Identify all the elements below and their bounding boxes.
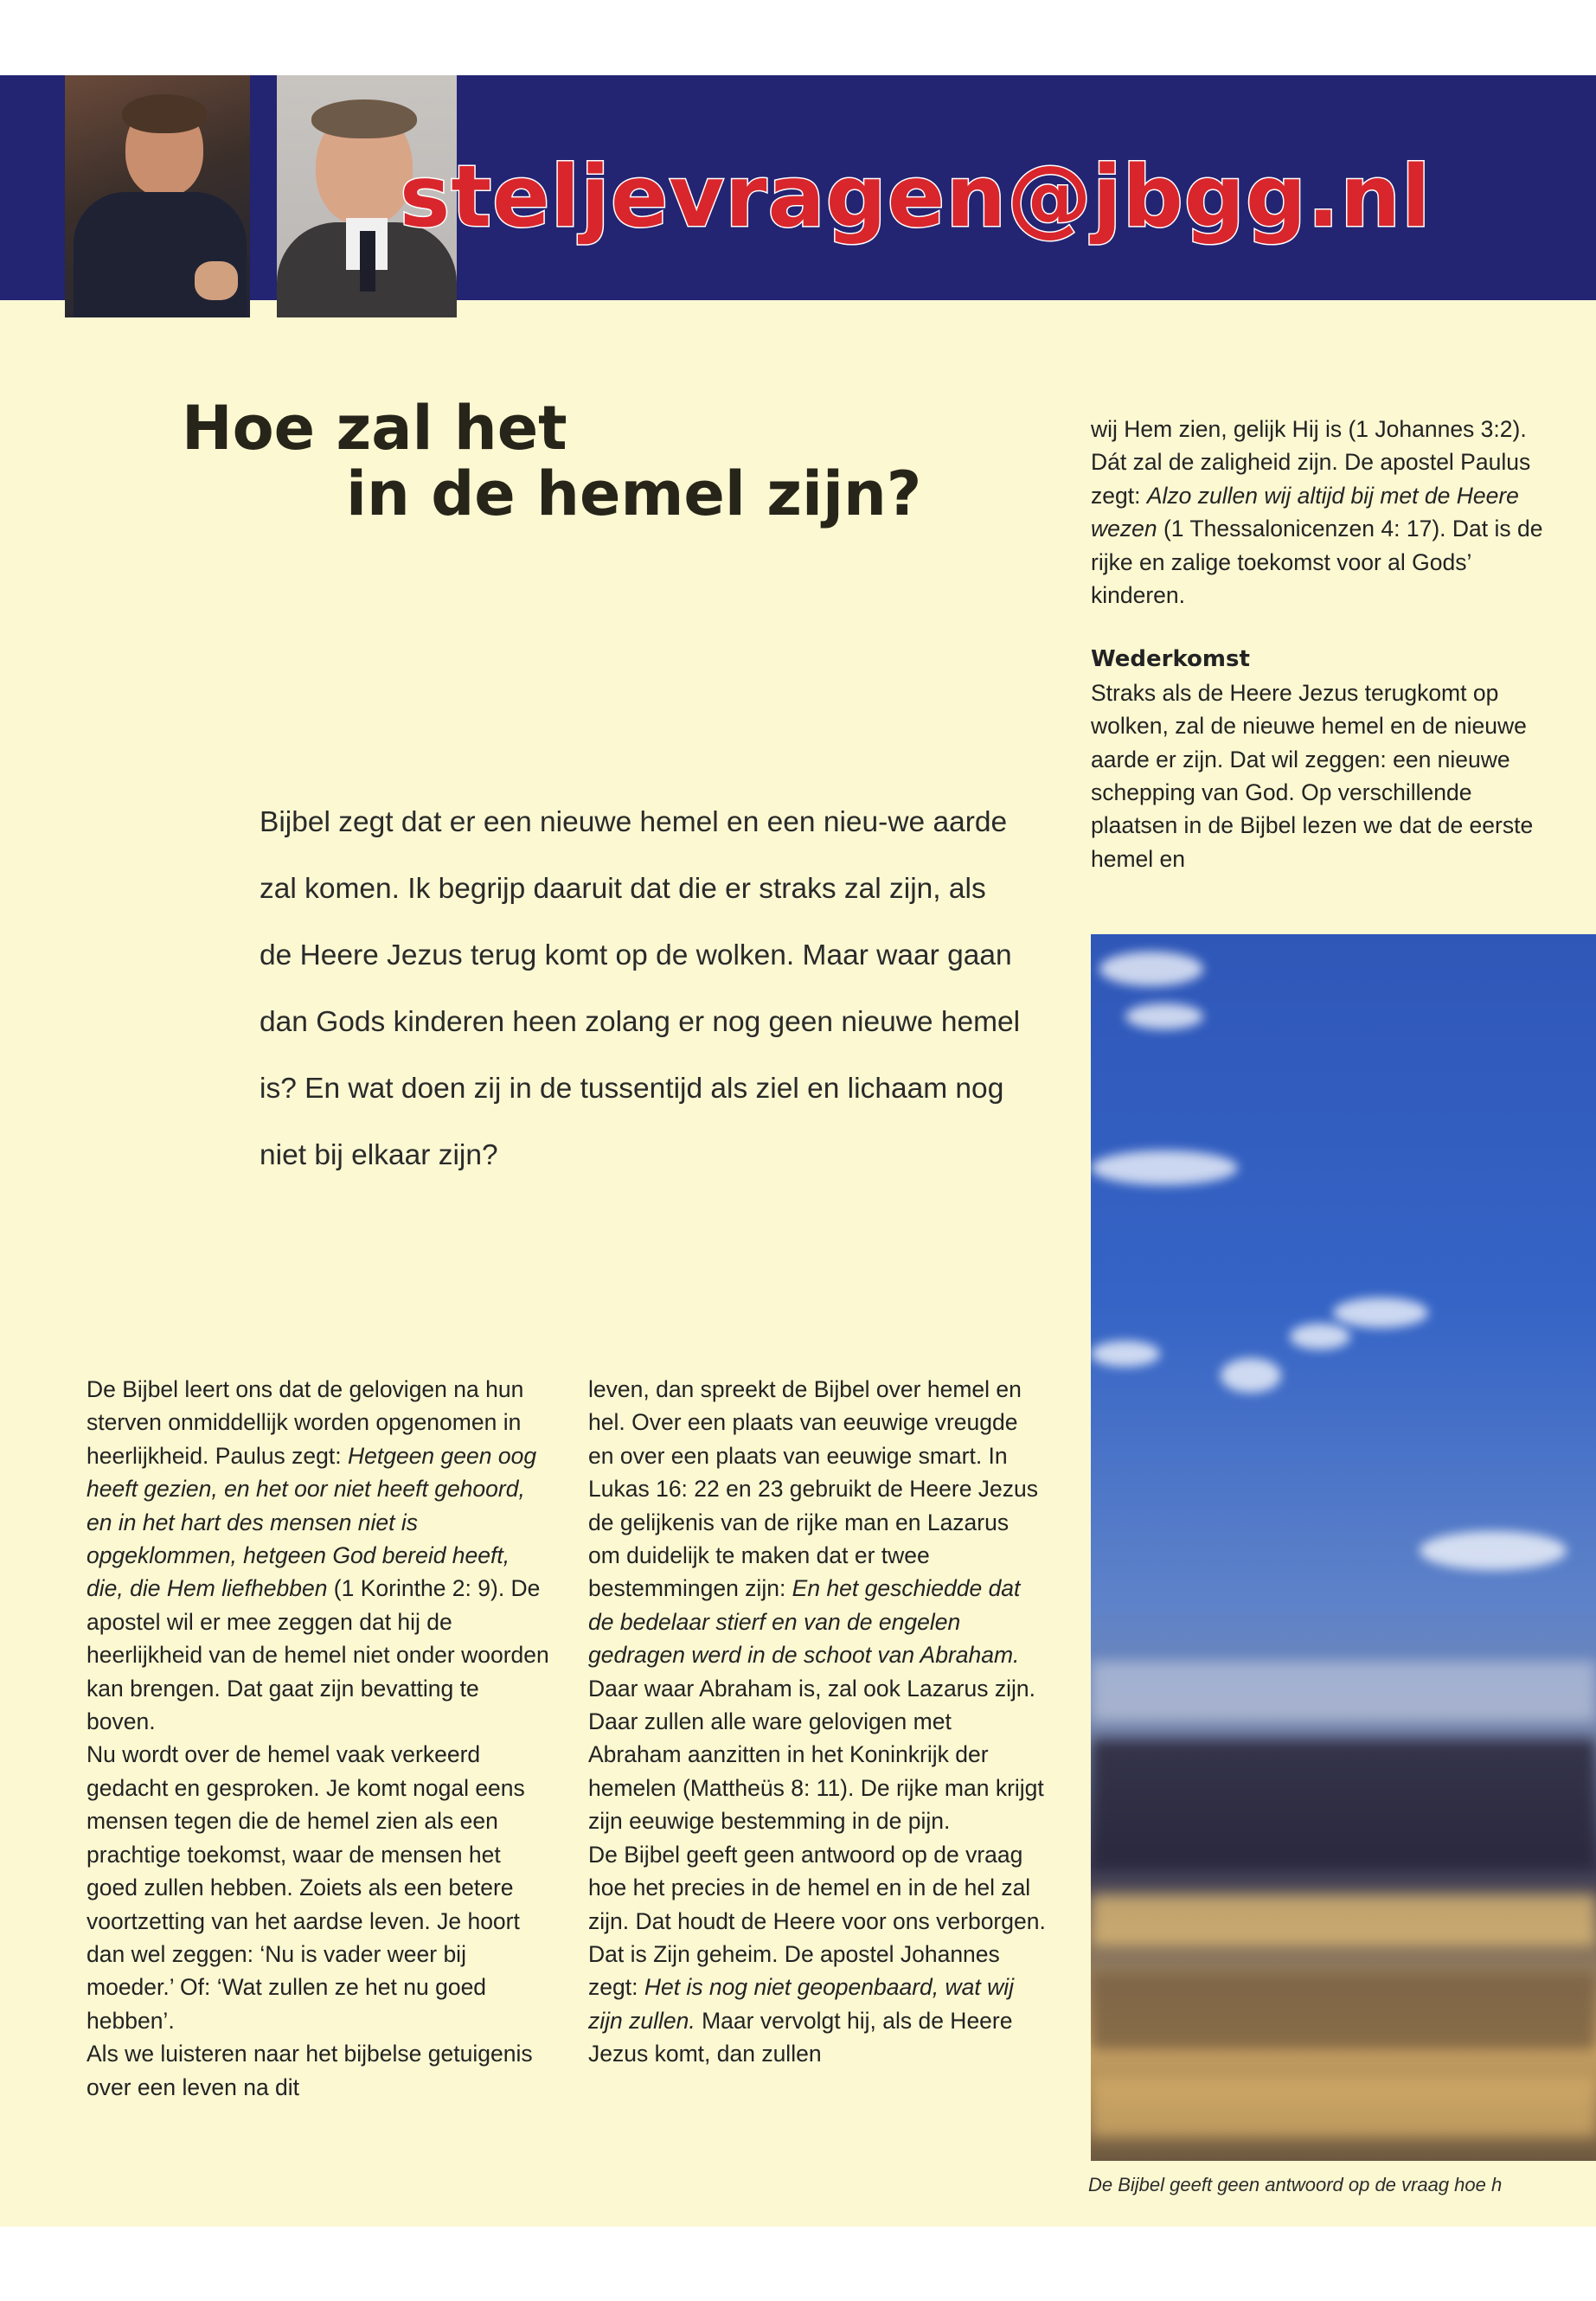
paragraph-text: Daar waar Abraham is, zal ook Lazarus zijn. Daar zullen alle ware gelovigen met Abraham aanzitten in het Koninkrijk der hemelen (Mattheüs 8: 11). De rijke man krijgt zijn eeuwige bestemming in de pijn. <box>588 1675 1044 1835</box>
cloud <box>1333 1298 1428 1328</box>
text-column-left <box>87 1373 549 2104</box>
paragraph: Als we luisteren naar het bijbelse getuigenis over een leven na dit <box>87 2041 533 2100</box>
paragraph <box>1091 413 1558 612</box>
text-column-right <box>1091 413 1558 875</box>
article-title <box>182 395 921 527</box>
article-title-line-2: in de hemel zijn? <box>346 458 922 529</box>
cloud <box>1099 952 1203 986</box>
speaker-hand <box>195 261 238 300</box>
section-subheading: Wederkomst <box>1091 646 1250 673</box>
portrait-hair <box>311 99 417 138</box>
cloud-band <box>1091 1661 1596 1721</box>
sky-photo <box>1091 934 1596 2161</box>
paragraph-text: leven, dan spreekt de Bijbel over hemel en hel. Over een plaats van eeuwige vreugde en over een plaats van eeuwige smart. In Lukas 16: 22 en 23 gebruikt de Heere Jezus de gelijkenis van de rijke man en Lazarus om duidelijk te maken dat er twee bestemmingen zijn: <box>588 1376 1039 1602</box>
bible-quote: En het geschiedde dat de bedelaar stierf en van de engelen gedragen werd in de schoot van Abraham. <box>588 1575 1021 1669</box>
cloud-band <box>1091 1739 1596 1868</box>
paragraph-text: (1 Korinthe 2: 9). De apostel wil er mee zeggen dat hij de heerlijkheid van de hemel niet onder woorden kan brengen. Dat gaat zijn bevatting te boven. <box>87 1575 549 1735</box>
cloud-band <box>1091 2076 1596 2137</box>
magazine-page <box>0 75 1596 2227</box>
intro-text: Bijbel zegt dat er een nieuwe hemel en een nieu-we aarde zal komen. Ik begrijp daaruit dat die er straks zal zijn, als de Heere Jezus terug komt op de wolken. Maar waar gaan dan Gods kinderen heen zolang er nog geen nieuwe hemel is? En wat doen zij in de tussentijd als ziel en lichaam nog niet bij elkaar zijn? <box>260 806 1021 1171</box>
cloud <box>1091 1150 1238 1185</box>
paragraph: Nu wordt over de hemel vaak verkeerd gedacht en gesproken. Je komt nogal eens mensen tegen die de hemel zien als een prachtige toekomst, waar de mensen het goed zullen hebben. Zoiets als een betere voortzetting van het aardse leven. Je hoort dan wel zeggen: ‘Nu is vader weer bij moeder.’ Of: ‘Wat zullen ze het nu goed hebben’. <box>87 1741 525 2034</box>
paragraph: Straks als de Heere Jezus terugkomt op wolken, zal de nieuwe hemel en de nieuwe aarde er zijn. Dat wil zeggen: een nieuwe schepping van God. Op verschillende plaatsen in de Bijbel lezen we dat de eerste hemel en <box>1091 679 1534 872</box>
paragraph-text: De Bijbel geeft geen antwoord op de vraag hoe het precies in de hemel en in de hel zal zijn. Dat houdt de Heere voor ons verborgen. Dat is Zijn geheim. De apostel Johannes zegt: <box>588 1841 1046 2001</box>
cloud <box>1420 1531 1567 1570</box>
paragraph-text: wij Hem zien, gelijk Hij is (1 Johannes 3:2). Dát zal de zaligheid zijn. De apostel Paulus zegt: <box>1091 416 1531 509</box>
banner-title[interactable]: steljevragen@jbgg.nl <box>400 148 1432 247</box>
portrait-tie <box>360 231 375 292</box>
cloud <box>1290 1324 1350 1349</box>
article-title-line-1: Hoe zal het <box>182 393 567 464</box>
bible-quote: Het is nog niet geopenbaard, wat wij zijn zullen. <box>588 1974 1015 2034</box>
speaker-hair <box>122 94 207 133</box>
paragraph-text: (1 Thessalonicenzen 4: 17). Dat is de rijke en zalige toekomst voor al Gods’ kinderen. <box>1091 516 1543 609</box>
speaker-photo <box>65 75 250 317</box>
photo-caption: De Bijbel geeft geen antwoord op de vraag hoe h <box>1088 2174 1503 2195</box>
paragraph <box>588 1373 1047 1838</box>
paragraph <box>588 1838 1047 2071</box>
header-banner <box>0 75 1596 300</box>
paragraph-text: De Bijbel leert ons dat de gelovigen na hun sterven onmiddellijk worden opgenomen in heerlijkheid. Paulus zegt: <box>87 1376 524 1469</box>
bible-quote: Alzo zullen wij altijd bij met de Heere wezen <box>1091 482 1519 542</box>
paragraph <box>87 1373 549 1738</box>
bible-quote: Hetgeen geen oog heeft gezien, en het oor niet heeft gehoord, en in het hart des mensen niet is opgeklommen, hetgeen God bereid heeft, die, die Hem liefhebben <box>87 1442 537 1602</box>
cloud <box>1125 1003 1203 1029</box>
cloud-band <box>1091 1894 1596 1946</box>
text-column-middle <box>588 1373 1047 2071</box>
cloud <box>1091 1341 1160 1367</box>
paragraph-text: Maar vervolgt hij, als de Heere Jezus komt, dan zullen <box>588 2007 1013 2067</box>
cloud <box>1221 1358 1281 1393</box>
cloud-band <box>1091 1972 1596 2050</box>
